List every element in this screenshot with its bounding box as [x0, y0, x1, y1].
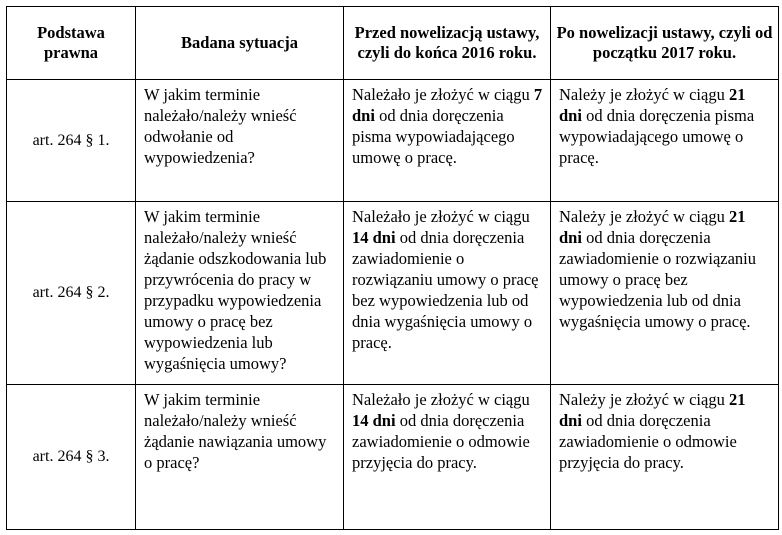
before-post: od dnia doręczenia zawiadomienie o odmowie przyjęcia do pracy.: [352, 411, 530, 472]
before-term: 14 dni: [352, 411, 396, 430]
after-term: 21 dni: [559, 390, 746, 430]
after-pre: Należy je złożyć w ciągu: [559, 207, 729, 226]
before-post: od dnia doręczenia pisma wypowiadającego umowę o pracę.: [352, 106, 515, 167]
header-before: [344, 7, 551, 80]
cell-after: [551, 385, 779, 530]
after-post: od dnia doręczenia zawiadomienie o rozwiązaniu umowy o pracę bez wypowiedzenia lub od dnia wygaśnięcia umowy o pracę.: [559, 228, 756, 331]
after-pre: Należy je złożyć w ciągu: [559, 390, 729, 409]
table-row: [7, 385, 779, 530]
cell-after: [551, 80, 779, 202]
header-basis-label: Podstawa prawna: [37, 23, 105, 62]
table-row: [7, 80, 779, 202]
after-post: od dnia doręczenia pisma wypowiadającego umowę o pracę.: [559, 106, 755, 167]
after-term: 21 dni: [559, 207, 746, 247]
after-post: od dnia doręczenia zawiadomienie o odmowie przyjęcia do pracy.: [559, 411, 737, 472]
before-pre: Należało je złożyć w ciągu: [352, 390, 530, 409]
cell-before: [344, 80, 551, 202]
after-term: 21 dni: [559, 85, 746, 125]
cell-basis: art. 264 § 1.: [7, 80, 136, 202]
header-basis: [7, 7, 136, 80]
before-pre: Należało je złożyć w ciągu: [352, 85, 534, 104]
before-term: 14 dni: [352, 228, 396, 247]
after-pre: Należy je złożyć w ciągu: [559, 85, 729, 104]
cell-situation: W jakim terminie należało/należy wnieść żądanie nawiązania umowy o pracę?: [136, 385, 344, 530]
header-situation: [136, 7, 344, 80]
cell-basis: art. 264 § 2.: [7, 202, 136, 385]
table-header-row: [7, 7, 779, 80]
table-row: [7, 202, 779, 385]
cell-basis: art. 264 § 3.: [7, 385, 136, 530]
comparison-table: [6, 6, 779, 530]
cell-after: [551, 202, 779, 385]
header-before-label: Przed nowelizacją ustawy, czyli do końca 2016 roku.: [354, 23, 540, 62]
header-after: [551, 7, 779, 80]
header-situation-label: Badana sytuacja: [181, 33, 298, 52]
before-post: od dnia doręczenia zawiadomienie o rozwiązaniu umowy o pracę bez wypowiedzenia lub od dnia wygaśnięcia umowy o pracę.: [352, 228, 539, 352]
before-pre: Należało je złożyć w ciągu: [352, 207, 530, 226]
cell-before: [344, 202, 551, 385]
cell-situation: W jakim terminie należało/należy wnieść żądanie odszkodowania lub przywrócenia do pracy w przypadku wypowiedzenia umowy o pracę bez wypowiedzenia lub wygaśnięcia umowy?: [136, 202, 344, 385]
header-after-label: Po nowelizacji ustawy, czyli od początku 2017 roku.: [556, 23, 773, 62]
cell-situation: W jakim terminie należało/należy wnieść odwołanie od wypowiedzenia?: [136, 80, 344, 202]
cell-before: [344, 385, 551, 530]
before-term: 7 dni: [352, 85, 543, 125]
